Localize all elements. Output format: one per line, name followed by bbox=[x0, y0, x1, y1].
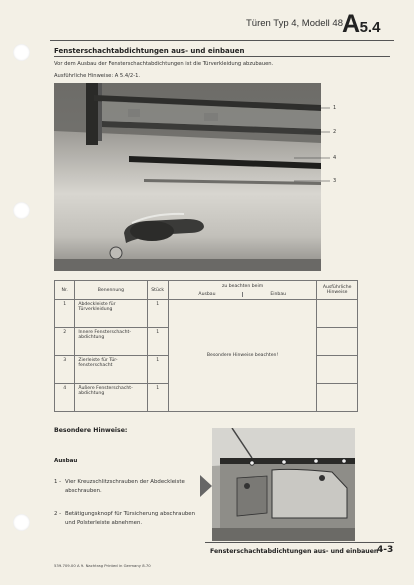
header-benennung: Benennung bbox=[75, 281, 147, 300]
pointer-arrow-icon bbox=[200, 475, 212, 497]
header-stueck: Stück bbox=[147, 281, 168, 300]
footer-title: Fensterschachtabdichtungen aus- und einbauen bbox=[210, 548, 379, 555]
section-code bbox=[342, 10, 380, 39]
parts-table bbox=[54, 280, 358, 412]
section-code-number: 5.4 bbox=[359, 19, 381, 36]
header-zu-beachten-label: zu beachten beim bbox=[221, 283, 264, 289]
special-note-cell: Besondere Hinweise beachten! bbox=[168, 300, 316, 412]
step-number: 1 - bbox=[54, 479, 62, 485]
header-einbau: Einbau bbox=[242, 292, 313, 297]
section-code-letter: A bbox=[342, 10, 360, 38]
step-text: Betätigungsknopf für Türsicherung abschrauben und Polsterleiste abnehmen. bbox=[65, 511, 196, 526]
row-benennung: Äußere Fensterschacht-abdichtung bbox=[75, 384, 147, 412]
callout-label: 3 bbox=[333, 178, 337, 184]
callout-layer bbox=[54, 83, 354, 271]
row-stueck: 1 bbox=[147, 356, 168, 384]
row-nr: 4 bbox=[55, 384, 75, 412]
row-ausfuehrliche bbox=[317, 356, 358, 384]
header-ausfuehrliche: Ausführliche Hinweise bbox=[317, 281, 358, 300]
table-header-row bbox=[55, 281, 358, 300]
step-number: 2 - bbox=[54, 511, 62, 517]
title-divider bbox=[54, 56, 390, 57]
callout-label: 4 bbox=[333, 155, 337, 161]
callout-label: 1 bbox=[333, 105, 337, 111]
door-interior-illustration bbox=[212, 428, 355, 541]
header-divider bbox=[50, 40, 394, 41]
header-ausbau: Ausbau bbox=[198, 291, 216, 297]
door-interior-photo bbox=[212, 428, 355, 541]
table-row bbox=[55, 300, 358, 328]
row-nr: 2 bbox=[55, 328, 75, 356]
row-ausfuehrliche bbox=[317, 384, 358, 412]
row-benennung: Innere Fensterschacht-abdichtung bbox=[75, 328, 147, 356]
special-notes-title: Besondere Hinweise: bbox=[54, 427, 128, 434]
page-header-title: Türen Typ 4, Modell 48 bbox=[246, 18, 343, 29]
callout-lines bbox=[54, 83, 354, 271]
reference-text: Ausführliche Hinweise: A 5.4/2-1. bbox=[54, 73, 141, 79]
intro-text: Vor dem Ausbau der Fensterschachtabdichtungen ist die Türverkleidung abzubauen. bbox=[54, 61, 274, 67]
footer-divider bbox=[205, 542, 394, 543]
step-item bbox=[54, 510, 204, 528]
print-note: 539.709.00 A 9. Nachtrag Printed in Germany 8.70 bbox=[54, 563, 151, 568]
row-nr: 1 bbox=[55, 300, 75, 328]
punch-hole bbox=[13, 202, 30, 219]
punch-hole bbox=[13, 44, 30, 61]
row-stueck: 1 bbox=[147, 328, 168, 356]
step-item bbox=[54, 478, 204, 496]
punch-hole bbox=[13, 514, 30, 531]
page-number: 4-3 bbox=[377, 545, 394, 555]
row-nr: 3 bbox=[55, 356, 75, 384]
row-ausfuehrliche bbox=[317, 300, 358, 328]
header-nr: Nr. bbox=[55, 281, 75, 300]
callout-label: 2 bbox=[333, 129, 337, 135]
section-title: Fensterschachtabdichtungen aus- und einbauen bbox=[54, 47, 245, 55]
row-stueck: 1 bbox=[147, 384, 168, 412]
removal-title: Ausbau bbox=[54, 458, 78, 464]
step-text: Vier Kreuzschlitzschrauben der Abdeckleiste abschrauben. bbox=[65, 479, 185, 494]
row-benennung: Zierleiste für Tür-fensterschacht bbox=[75, 356, 147, 384]
row-benennung: Abdeckleiste für Türverkleidung bbox=[75, 300, 147, 328]
header-ausbau-einbau bbox=[172, 292, 313, 297]
row-ausfuehrliche bbox=[317, 328, 358, 356]
header-zu-beachten bbox=[168, 281, 316, 300]
row-stueck: 1 bbox=[147, 300, 168, 328]
